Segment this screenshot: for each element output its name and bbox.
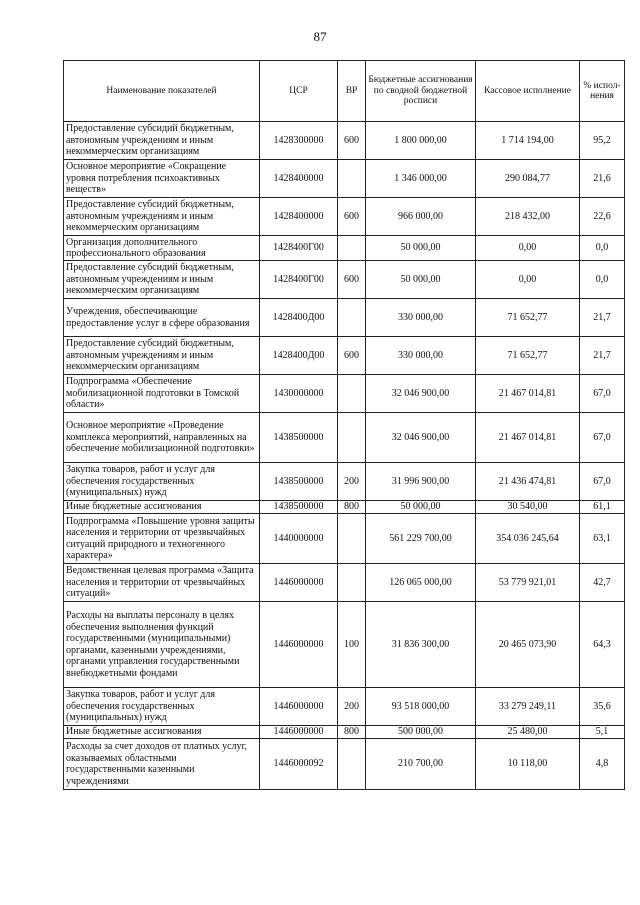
row-cash: 53 779 921,01 <box>476 564 580 602</box>
row-budget: 50 000,00 <box>366 501 476 514</box>
row-name: Закупка товаров, работ и услуг для обеспечения государственных (муниципальных) нужд <box>64 688 260 726</box>
row-vr: 100 <box>338 602 366 688</box>
row-budget: 93 518 000,00 <box>366 688 476 726</box>
row-cash: 21 467 014,81 <box>476 413 580 463</box>
row-budget: 32 046 900,00 <box>366 413 476 463</box>
table-row <box>64 501 625 514</box>
row-csr: 1430000000 <box>260 375 338 413</box>
page-number: 87 <box>313 29 327 44</box>
row-budget: 1 800 000,00 <box>366 122 476 160</box>
row-percent: 42,7 <box>580 564 625 602</box>
row-vr <box>338 413 366 463</box>
row-name: Основное мероприятие «Сокращение уровня потребления психоактивных веществ» <box>64 160 260 198</box>
row-name: Подпрограмма «Повышение уровня защиты населения и территории от чрезвычайных ситуаций природного и техногенного характера» <box>64 514 260 564</box>
row-percent: 0,0 <box>580 261 625 299</box>
row-cash: 21 436 474,81 <box>476 463 580 501</box>
row-cash: 290 084,77 <box>476 160 580 198</box>
table-row <box>64 514 625 564</box>
row-cash: 218 432,00 <box>476 198 580 236</box>
row-percent: 67,0 <box>580 413 625 463</box>
row-csr: 1446000000 <box>260 564 338 602</box>
row-vr <box>338 514 366 564</box>
row-name: Предоставление субсидий бюджетным, автономным учреждениям и иным некоммерческим организациям <box>64 198 260 236</box>
row-budget: 126 065 000,00 <box>366 564 476 602</box>
row-name: Основное мероприятие «Проведение комплекса мероприятий, направленных на обеспечение мобилизационной подготовки» <box>64 413 260 463</box>
row-csr: 1446000092 <box>260 739 338 790</box>
row-cash: 33 279 249,11 <box>476 688 580 726</box>
table-row <box>64 299 625 337</box>
row-percent: 95,2 <box>580 122 625 160</box>
row-budget: 561 229 700,00 <box>366 514 476 564</box>
row-csr: 1428400Д00 <box>260 337 338 375</box>
row-cash: 0,00 <box>476 261 580 299</box>
row-cash: 354 036 245,64 <box>476 514 580 564</box>
row-budget: 31 836 300,00 <box>366 602 476 688</box>
row-name: Закупка товаров, работ и услуг для обеспечения государственных (муниципальных) нужд <box>64 463 260 501</box>
row-name: Предоставление субсидий бюджетным, автономным учреждениям и иным некоммерческим организациям <box>64 122 260 160</box>
row-csr: 1428400000 <box>260 198 338 236</box>
row-csr: 1428400Д00 <box>260 299 338 337</box>
row-budget: 50 000,00 <box>366 236 476 261</box>
header-budget: Бюджетные ассигнования по сводной бюджетной росписи <box>366 61 476 122</box>
row-percent: 63,1 <box>580 514 625 564</box>
table-row <box>64 739 625 790</box>
table-row <box>64 261 625 299</box>
row-cash: 30 540,00 <box>476 501 580 514</box>
row-budget: 50 000,00 <box>366 261 476 299</box>
table-row <box>64 198 625 236</box>
table-row <box>64 236 625 261</box>
header-row <box>64 61 625 122</box>
row-cash: 20 465 073,90 <box>476 602 580 688</box>
row-vr <box>338 564 366 602</box>
row-percent: 21,7 <box>580 299 625 337</box>
row-name: Предоставление субсидий бюджетным, автономным учреждениям и иным некоммерческим организациям <box>64 261 260 299</box>
row-csr: 1428300000 <box>260 122 338 160</box>
row-name: Иные бюджетные ассигнования <box>64 726 260 739</box>
table-row <box>64 160 625 198</box>
row-csr: 1440000000 <box>260 514 338 564</box>
row-percent: 0,0 <box>580 236 625 261</box>
row-percent: 22,6 <box>580 198 625 236</box>
row-name: Иные бюджетные ассигнования <box>64 501 260 514</box>
row-csr: 1438500000 <box>260 501 338 514</box>
row-budget: 966 000,00 <box>366 198 476 236</box>
row-vr: 600 <box>338 198 366 236</box>
row-csr: 1428400Г00 <box>260 236 338 261</box>
row-vr <box>338 375 366 413</box>
row-csr: 1428400000 <box>260 160 338 198</box>
row-percent: 67,0 <box>580 463 625 501</box>
row-percent: 35,6 <box>580 688 625 726</box>
row-vr <box>338 739 366 790</box>
row-cash: 10 118,00 <box>476 739 580 790</box>
table-row <box>64 726 625 739</box>
header-vr: ВР <box>338 61 366 122</box>
row-budget: 31 996 900,00 <box>366 463 476 501</box>
row-vr: 600 <box>338 337 366 375</box>
table-row <box>64 463 625 501</box>
row-csr: 1438500000 <box>260 413 338 463</box>
row-budget: 210 700,00 <box>366 739 476 790</box>
row-cash: 71 652,77 <box>476 337 580 375</box>
row-cash: 1 714 194,00 <box>476 122 580 160</box>
row-name: Расходы на выплаты персоналу в целях обеспечения выполнения функций государственными (муниципальными) органами, казенными учреждениями, органами управления государственными внебюджетными фондами <box>64 602 260 688</box>
row-vr <box>338 236 366 261</box>
budget-table <box>63 60 625 790</box>
row-vr: 200 <box>338 688 366 726</box>
row-percent: 5,1 <box>580 726 625 739</box>
row-budget: 500 000,00 <box>366 726 476 739</box>
row-csr: 1438500000 <box>260 463 338 501</box>
row-cash: 0,00 <box>476 236 580 261</box>
table-row <box>64 413 625 463</box>
row-name: Расходы за счет доходов от платных услуг, оказываемых областными государственными казенными учреждениями <box>64 739 260 790</box>
row-vr: 800 <box>338 726 366 739</box>
row-vr: 200 <box>338 463 366 501</box>
row-budget: 330 000,00 <box>366 337 476 375</box>
row-csr: 1446000000 <box>260 602 338 688</box>
row-percent: 61,1 <box>580 501 625 514</box>
row-budget: 1 346 000,00 <box>366 160 476 198</box>
table-row <box>64 564 625 602</box>
row-percent: 4,8 <box>580 739 625 790</box>
table-row <box>64 688 625 726</box>
header-percent: % испол-нения <box>580 61 625 122</box>
row-csr: 1428400Г00 <box>260 261 338 299</box>
row-vr <box>338 160 366 198</box>
header-name: Наименование показателей <box>64 61 260 122</box>
row-cash: 21 467 014,81 <box>476 375 580 413</box>
row-vr <box>338 299 366 337</box>
row-csr: 1446000000 <box>260 688 338 726</box>
row-cash: 25 480,00 <box>476 726 580 739</box>
row-name: Предоставление субсидий бюджетным, автономным учреждениям и иным некоммерческим организациям <box>64 337 260 375</box>
row-name: Учреждения, обеспечивающие предоставление услуг в сфере образования <box>64 299 260 337</box>
table-row <box>64 337 625 375</box>
row-vr: 600 <box>338 122 366 160</box>
row-percent: 21,7 <box>580 337 625 375</box>
table-row <box>64 602 625 688</box>
row-vr: 800 <box>338 501 366 514</box>
row-vr: 600 <box>338 261 366 299</box>
row-percent: 21,6 <box>580 160 625 198</box>
header-csr: ЦСР <box>260 61 338 122</box>
row-name: Организация дополнительного профессионального образования <box>64 236 260 261</box>
header-cash: Кассовое исполнение <box>476 61 580 122</box>
row-name: Ведомственная целевая программа «Защита населения и территории от чрезвычайных ситуаций» <box>64 564 260 602</box>
table-row <box>64 375 625 413</box>
table-row <box>64 122 625 160</box>
row-name: Подпрограмма «Обеспечение мобилизационной подготовки в Томской области» <box>64 375 260 413</box>
row-csr: 1446000000 <box>260 726 338 739</box>
row-budget: 32 046 900,00 <box>366 375 476 413</box>
row-cash: 71 652,77 <box>476 299 580 337</box>
row-percent: 67,0 <box>580 375 625 413</box>
row-budget: 330 000,00 <box>366 299 476 337</box>
row-percent: 64,3 <box>580 602 625 688</box>
